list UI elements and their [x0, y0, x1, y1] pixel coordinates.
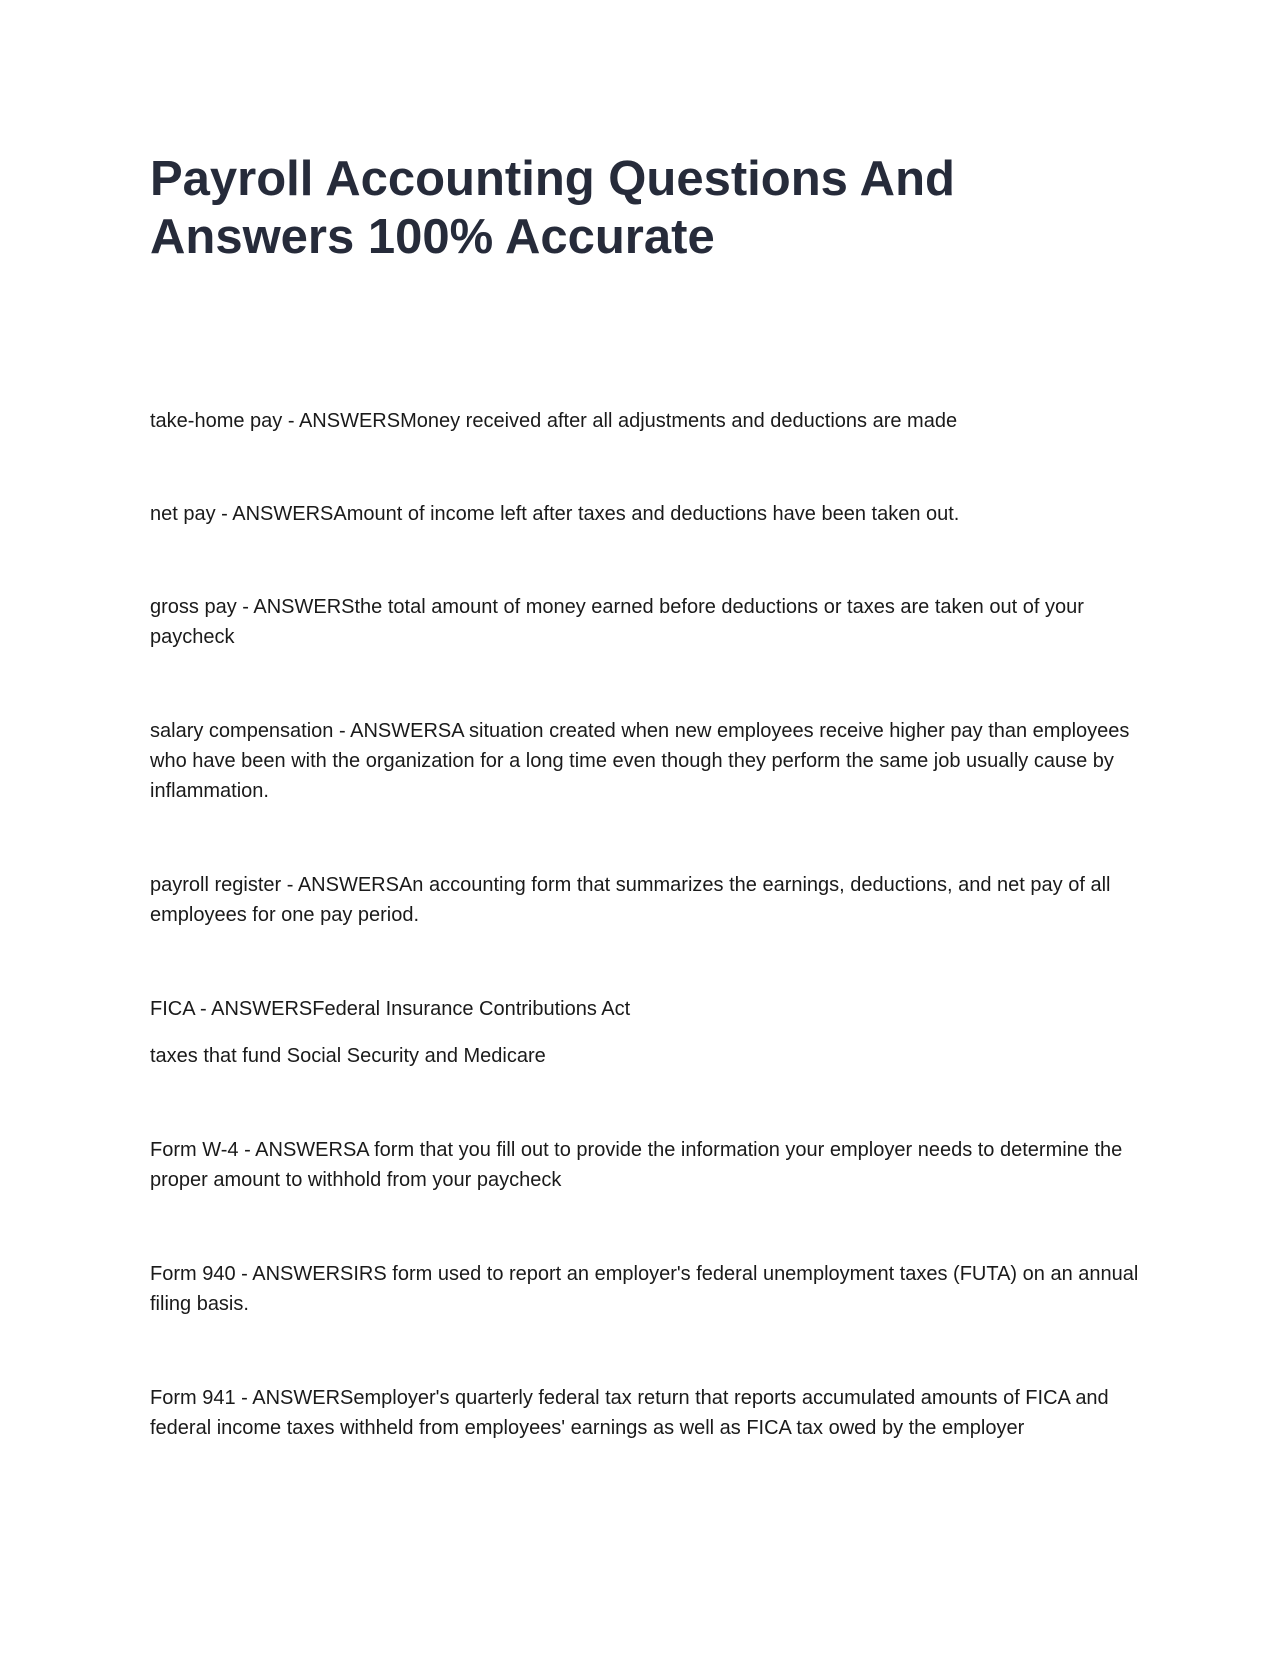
entry-net-pay: net pay - ANSWERSAmount of income left after taxes and deductions have been taken out. — [150, 503, 960, 525]
entry-payroll-register: payroll register - ANSWERSAn accounting form that summarizes the earnings, deductions, and net pay of all employees for one pay period. — [150, 874, 1111, 926]
entry-fica-continued: taxes that fund Social Security and Medicare — [150, 1045, 546, 1067]
entry-form-w4: Form W-4 - ANSWERSA form that you fill out to provide the information your employer needs to determine the proper amount to withhold from your paycheck — [150, 1139, 1123, 1191]
document-title: Payroll Accounting Questions And Answers 100% Accurate — [150, 152, 955, 264]
entry-form-940: Form 940 - ANSWERSIRS form used to report an employer's federal unemployment taxes (FUTA) on an annual filing basis. — [150, 1263, 1139, 1315]
entry-form-941: Form 941 - ANSWERSemployer's quarterly federal tax return that reports accumulated amounts of FICA and federal income taxes withheld from employees' earnings as well as FICA tax owed by the employer — [150, 1387, 1109, 1439]
entry-gross-pay: gross pay - ANSWERSthe total amount of money earned before deductions or taxes are taken out of your paycheck — [150, 596, 1084, 648]
entry-fica: FICA - ANSWERSFederal Insurance Contributions Act — [150, 998, 631, 1020]
entry-take-home-pay: take-home pay - ANSWERSMoney received after all adjustments and deductions are made — [150, 410, 958, 432]
entry-salary-compensation: salary compensation - ANSWERSA situation created when new employees receive higher pay than employees who have been with the organization for a long time even though they perform the same job usually cause by inflammation. — [150, 720, 1130, 802]
